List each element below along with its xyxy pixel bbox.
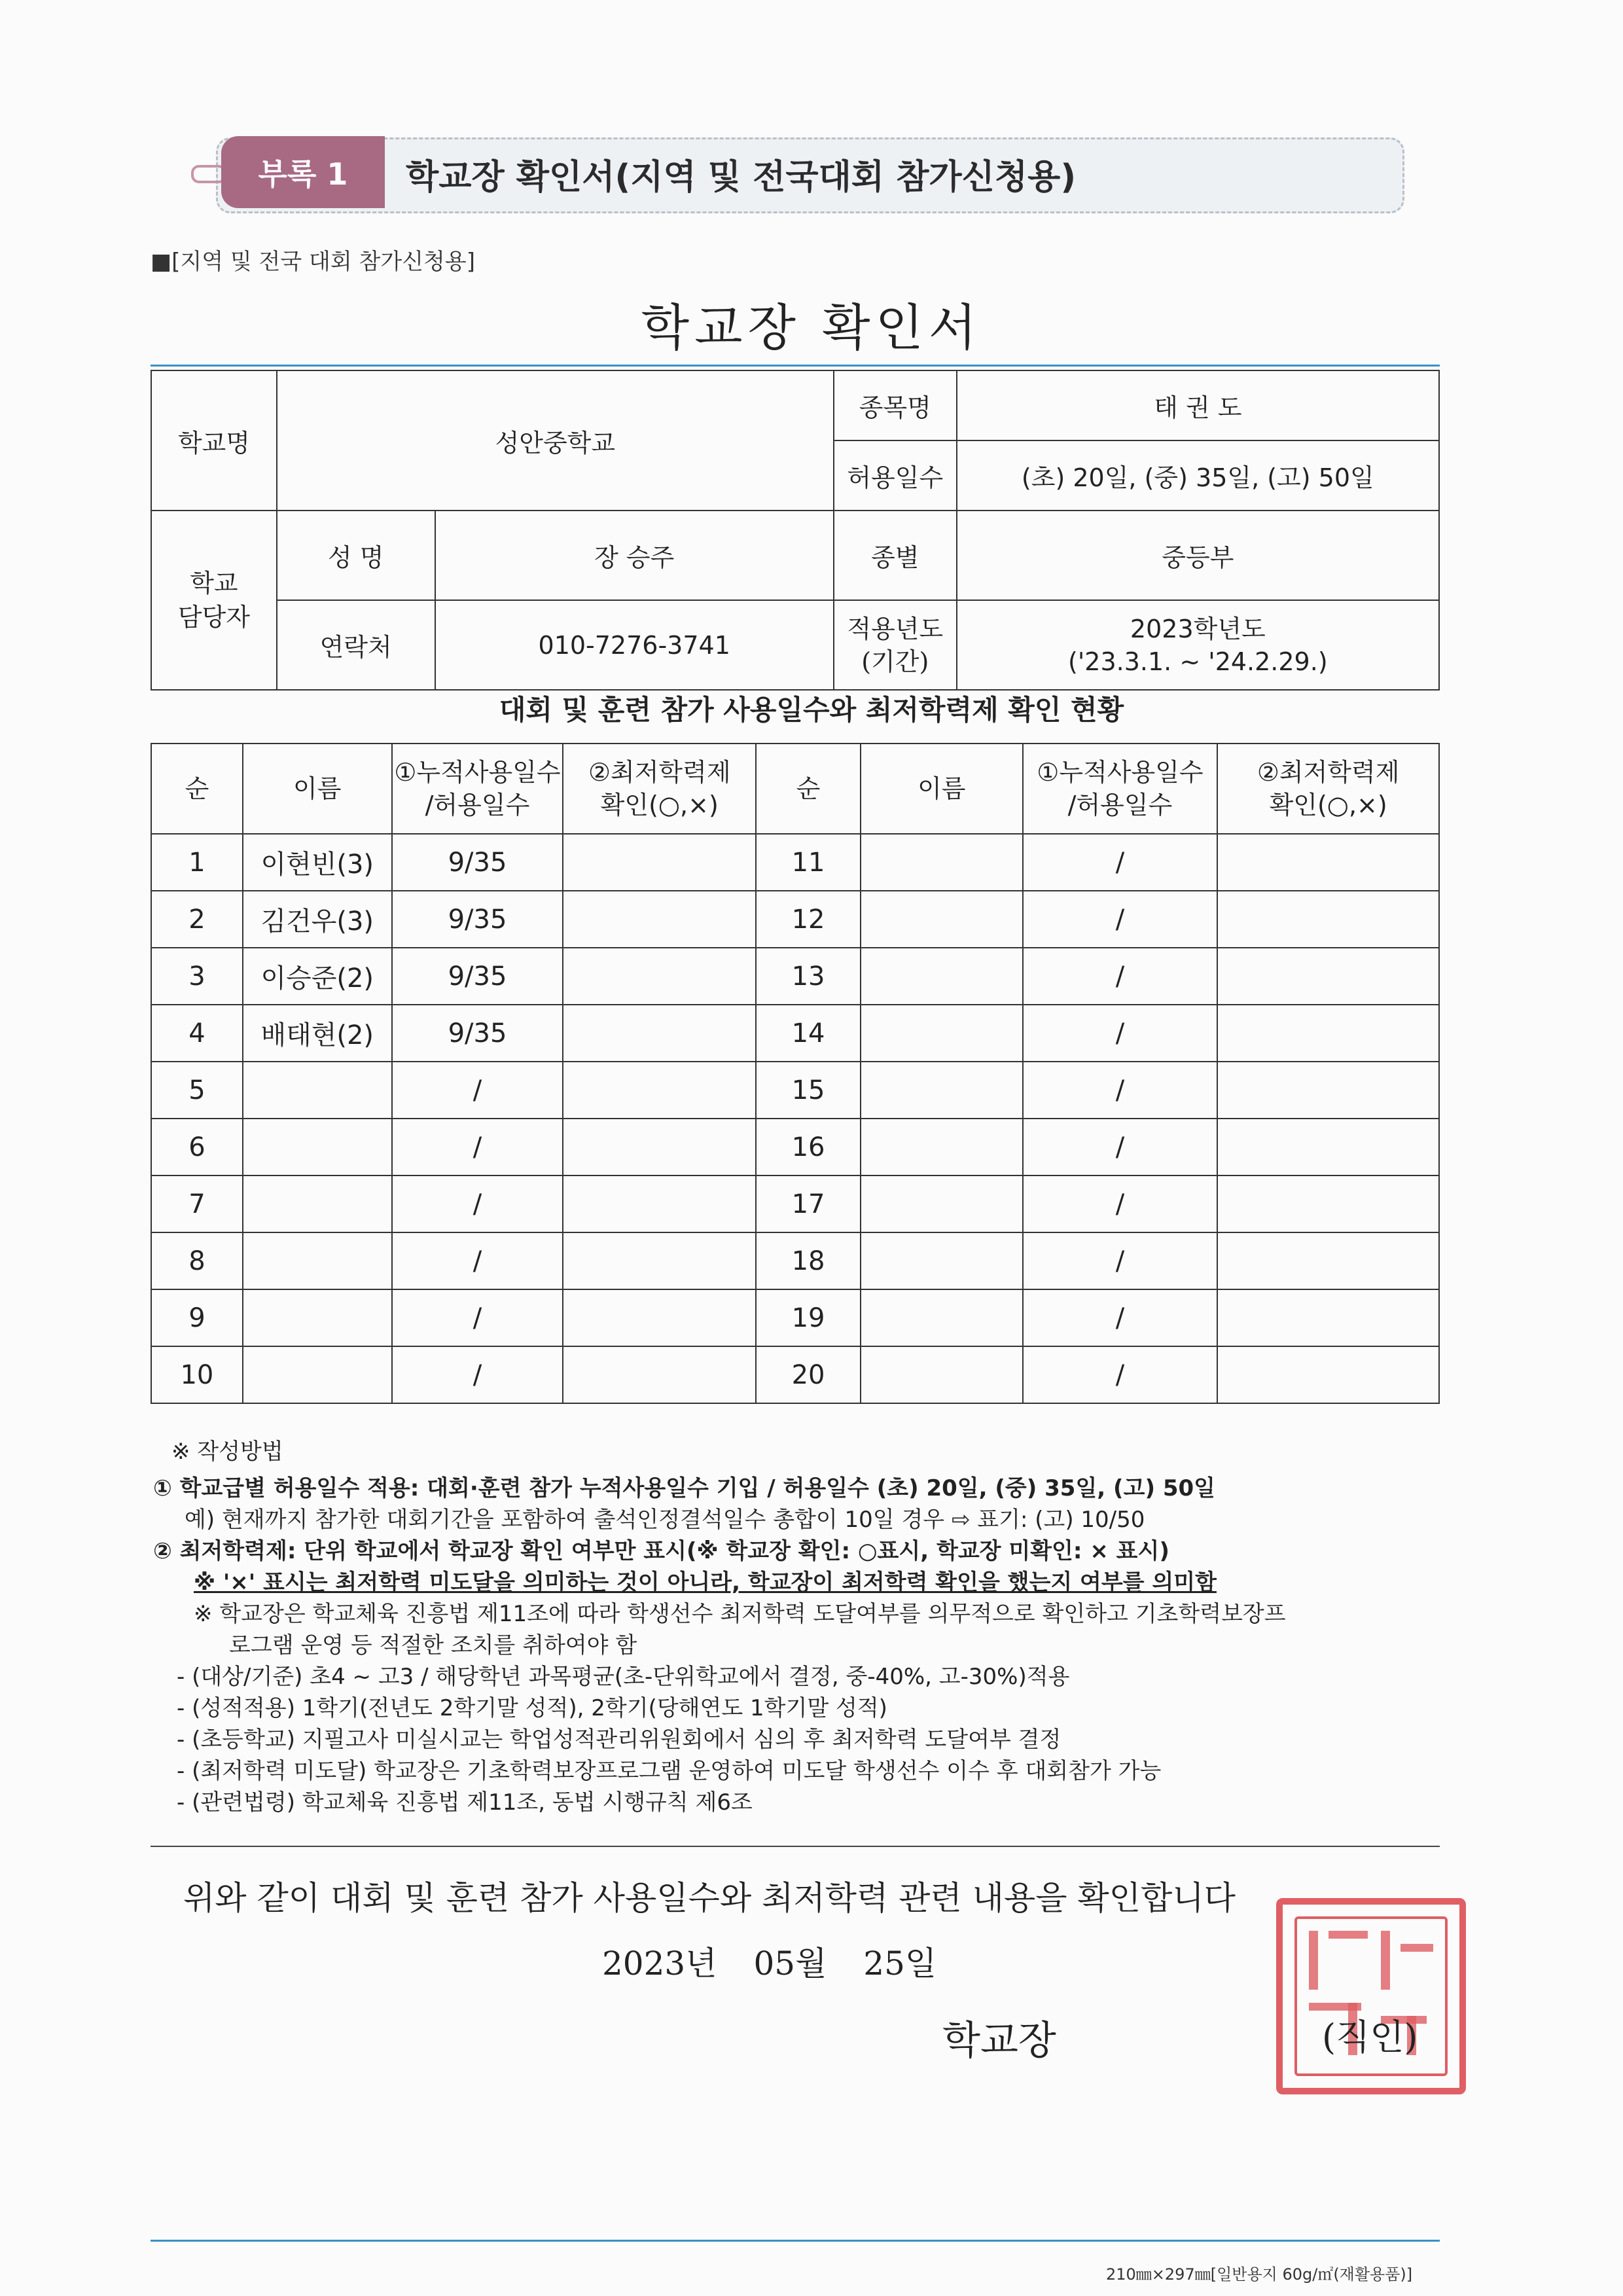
roster-days-cell: /	[1023, 891, 1218, 948]
note-2-duty-1: ※ 학교장은 학교체육 진흥법 제11조에 따라 학생선수 최저학력 도달여부를 의무적으로 확인하고 기초학력보장프	[194, 1601, 1286, 1627]
roster-days-cell: 9/35	[392, 948, 563, 1005]
roster-name-cell	[243, 1346, 392, 1403]
school-value: 성안중학교	[277, 370, 834, 511]
roster-name-cell	[861, 948, 1023, 1005]
roster-no-cell: 6	[151, 1119, 243, 1175]
roster-days-cell: /	[1023, 834, 1218, 891]
roster-check-cell	[1217, 891, 1439, 948]
roster-check-cell	[1217, 1289, 1439, 1346]
header-no-right: 순	[756, 744, 861, 834]
roster-no-cell: 12	[756, 891, 861, 948]
roster-days-cell: 9/35	[392, 834, 563, 891]
seal-stroke	[1400, 1944, 1433, 1952]
table-row	[151, 834, 1439, 891]
roster-name-cell	[861, 834, 1023, 891]
roster-days-cell: /	[1023, 1062, 1218, 1119]
table-row	[151, 1062, 1439, 1119]
roster-check-cell	[563, 1232, 756, 1289]
footer-rule	[151, 2240, 1440, 2242]
note-detail-2: - (성적적용) 1학기(전년도 2학기말 성적), 2학기(당해연도 1학기말 성적)	[177, 1695, 887, 1721]
class-label: 종별	[834, 511, 957, 600]
roster-no-cell: 5	[151, 1062, 243, 1119]
notes-rule	[151, 1846, 1440, 1847]
date-day: 25일	[863, 1945, 937, 1982]
roster-no-cell: 15	[756, 1062, 861, 1119]
header-check-right	[1217, 744, 1439, 834]
roster-table	[151, 743, 1440, 1404]
roster-check-cell	[563, 1175, 756, 1232]
roster-check-cell	[1217, 948, 1439, 1005]
name-value: 장 승주	[435, 511, 834, 600]
table-row	[151, 1005, 1439, 1062]
header-check-line1: ②최저학력제	[588, 758, 731, 787]
table-row	[151, 1289, 1439, 1346]
roster-check-cell	[1217, 1175, 1439, 1232]
roster-no-cell: 17	[756, 1175, 861, 1232]
year-value	[957, 600, 1439, 690]
paper-spec: 210㎜×297㎜[일반용지 60g/㎡(재활용품)]	[1106, 2265, 1413, 2284]
note-2: ② 최저학력제: 단위 학교에서 학교장 확인 여부만 표시(※ 학교장 확인: ○표시, 학교장 미확인: × 표시)	[153, 1538, 1169, 1564]
roster-name-cell	[243, 1119, 392, 1175]
official-seal	[1276, 1898, 1466, 2094]
year-label	[834, 600, 957, 690]
roster-name-cell	[243, 1062, 392, 1119]
header-check-line2: 확인(○,×)	[600, 791, 719, 819]
roster-days-cell: /	[392, 1119, 563, 1175]
note-2-warning: ※ '×' 표시는 최저학력 미도달을 의미하는 것이 아니라, 학교장이 최저학력 확인을 했는지 여부를 의미함	[194, 1570, 1217, 1596]
roster-no-cell: 13	[756, 948, 861, 1005]
roster-name-cell: 배태현(2)	[243, 1005, 392, 1062]
roster-days-cell: 9/35	[392, 891, 563, 948]
table-row	[151, 891, 1439, 948]
roster-days-cell: 9/35	[392, 1005, 563, 1062]
roster-check-cell	[1217, 1346, 1439, 1403]
roster-name-cell: 이승준(2)	[243, 948, 392, 1005]
roster-days-cell: /	[1023, 1175, 1218, 1232]
allowed-days-value: (초) 20일, (중) 35일, (고) 50일	[957, 440, 1439, 511]
roster-check-cell	[563, 834, 756, 891]
date-year: 2023년	[602, 1945, 717, 1982]
header-check-line1: ②최저학력제	[1257, 758, 1400, 787]
roster-check-cell	[563, 1119, 756, 1175]
roster-check-cell	[1217, 1119, 1439, 1175]
header-days-left	[392, 744, 563, 834]
name-label: 성 명	[277, 511, 435, 600]
table-row	[151, 1232, 1439, 1289]
table-row	[151, 1119, 1439, 1175]
note-detail-5: - (관련법령) 학교체육 진흥법 제11조, 동법 시행규칙 제6조	[177, 1789, 753, 1816]
class-value: 중등부	[957, 511, 1439, 600]
header-name-right: 이름	[861, 744, 1023, 834]
notes-heading: ※ 작성방법	[171, 1439, 283, 1465]
appendix-title: 학교장 확인서(지역 및 전국대회 참가신청용)	[406, 158, 1077, 197]
roster-check-cell	[563, 1005, 756, 1062]
note-detail-1: - (대상/기준) 초4 ~ 고3 / 해당학년 과목평균(초-단위학교에서 결정, 중-40%, 고-30%)적용	[177, 1664, 1070, 1690]
school-label: 학교명	[151, 370, 277, 511]
roster-days-cell: /	[392, 1232, 563, 1289]
roster-days-cell: /	[392, 1175, 563, 1232]
roster-days-cell: /	[392, 1289, 563, 1346]
roster-check-cell	[1217, 1232, 1439, 1289]
header-check-line2: 확인(○,×)	[1269, 791, 1387, 819]
roster-no-cell: 20	[756, 1346, 861, 1403]
principal-label: 학교장	[942, 2018, 1056, 2064]
roster-no-cell: 11	[756, 834, 861, 891]
roster-no-cell: 3	[151, 948, 243, 1005]
header-no-left: 순	[151, 744, 243, 834]
category-note: ■[지역 및 전국 대회 참가신청용]	[151, 249, 476, 275]
note-1-example: 예) 현재까지 참가한 대회기간을 포함하여 출석인정결석일수 총합이 10일 경우 ⇨ 표기: (고) 10/50	[185, 1507, 1145, 1533]
roster-days-cell: /	[392, 1346, 563, 1403]
table-row	[151, 948, 1439, 1005]
roster-no-cell: 14	[756, 1005, 861, 1062]
year-label-line2: (기간)	[861, 647, 929, 676]
roster-no-cell: 9	[151, 1289, 243, 1346]
roster-no-cell: 19	[756, 1289, 861, 1346]
seal-stroke	[1381, 1931, 1390, 1990]
header-days-line1: ①누적사용일수	[394, 758, 561, 787]
roster-days-cell: /	[1023, 1346, 1218, 1403]
roster-name-cell	[243, 1175, 392, 1232]
roster-no-cell: 8	[151, 1232, 243, 1289]
table-row	[151, 1175, 1439, 1232]
roster-days-cell: /	[1023, 948, 1218, 1005]
roster-name-cell	[861, 1005, 1023, 1062]
table-row	[151, 1346, 1439, 1403]
year-label-line1: 적용년도	[847, 614, 944, 643]
roster-check-cell	[563, 891, 756, 948]
note-detail-4: - (최저학력 미도달) 학교장은 기초학력보장프로그램 운영하여 미도달 학생선수 이수 후 대회참가 가능	[177, 1758, 1162, 1784]
roster-check-cell	[1217, 1005, 1439, 1062]
note-detail-3: - (초등학교) 지필고사 미실시교는 학업성적관리위원회에서 심의 후 최저학력 도달여부 결정	[177, 1727, 1061, 1753]
header-days-right	[1023, 744, 1218, 834]
header-days-line1: ①누적사용일수	[1037, 758, 1204, 787]
seal-stroke	[1329, 1931, 1368, 1939]
roster-check-cell	[563, 1062, 756, 1119]
roster-name-cell	[243, 1289, 392, 1346]
note-2-duty-2: 로그램 운영 등 적절한 조치를 취하여야 함	[229, 1632, 637, 1659]
roster-name-cell: 김건우(3)	[243, 891, 392, 948]
year-value-line1: 2023학년도	[1130, 614, 1266, 643]
info-table	[151, 370, 1440, 691]
roster-no-cell: 2	[151, 891, 243, 948]
roster-check-cell	[563, 948, 756, 1005]
header-days-line2: /허용일수	[1067, 791, 1173, 819]
roster-name-cell: 이현빈(3)	[243, 834, 392, 891]
seal-label: (직인)	[1322, 2017, 1418, 2058]
phone-value: 010-7276-3741	[435, 600, 834, 690]
roster-name-cell	[861, 1232, 1023, 1289]
roster-check-cell	[563, 1346, 756, 1403]
appendix-tab	[221, 136, 385, 208]
roster-name-cell	[861, 1119, 1023, 1175]
header-check-left	[563, 744, 756, 834]
contact-label: 학교 담당자	[151, 511, 277, 690]
signature-date	[602, 1937, 936, 1984]
roster-name-cell	[861, 1289, 1023, 1346]
allowed-days-label: 허용일수	[834, 440, 957, 511]
roster-name-cell	[861, 891, 1023, 948]
year-value-line2: ('23.3.1. ~ '24.2.29.)	[1068, 647, 1328, 676]
document-title: 학교장 확인서	[641, 298, 982, 357]
roster-name-cell	[861, 1346, 1023, 1403]
roster-no-cell: 10	[151, 1346, 243, 1403]
roster-no-cell: 1	[151, 834, 243, 891]
roster-days-cell: /	[1023, 1119, 1218, 1175]
roster-name-cell	[861, 1062, 1023, 1119]
roster-days-cell: /	[1023, 1232, 1218, 1289]
date-month: 05월	[753, 1945, 827, 1982]
header-name-left: 이름	[243, 744, 392, 834]
note-1: ① 학교급별 허용일수 적용: 대회·훈련 참가 누적사용일수 기입 / 허용일수 (초) 20일, (중) 35일, (고) 50일	[153, 1475, 1215, 1501]
roster-no-cell: 7	[151, 1175, 243, 1232]
header-days-line2: /허용일수	[425, 791, 530, 819]
appendix-label: 부록 1	[258, 156, 348, 192]
sport-label: 종목명	[834, 370, 957, 440]
roster-check-cell	[563, 1289, 756, 1346]
title-rule	[151, 365, 1440, 367]
phone-label: 연락처	[277, 600, 435, 690]
confirmation-statement: 위와 같이 대회 및 훈련 참가 사용일수와 최저학력 관련 내용을 확인합니다	[183, 1879, 1236, 1917]
roster-no-cell: 16	[756, 1119, 861, 1175]
roster-name-cell	[861, 1175, 1023, 1232]
roster-check-cell	[1217, 1062, 1439, 1119]
roster-name-cell	[243, 1232, 392, 1289]
roster-days-cell: /	[1023, 1005, 1218, 1062]
roster-check-cell	[1217, 834, 1439, 891]
roster-no-cell: 18	[756, 1232, 861, 1289]
seal-stroke	[1309, 1931, 1318, 1990]
roster-days-cell: /	[392, 1062, 563, 1119]
roster-no-cell: 4	[151, 1005, 243, 1062]
roster-days-cell: /	[1023, 1289, 1218, 1346]
section-heading: 대회 및 훈련 참가 사용일수와 최저학력제 확인 현황	[499, 694, 1124, 726]
sport-value: 태 권 도	[957, 370, 1439, 440]
